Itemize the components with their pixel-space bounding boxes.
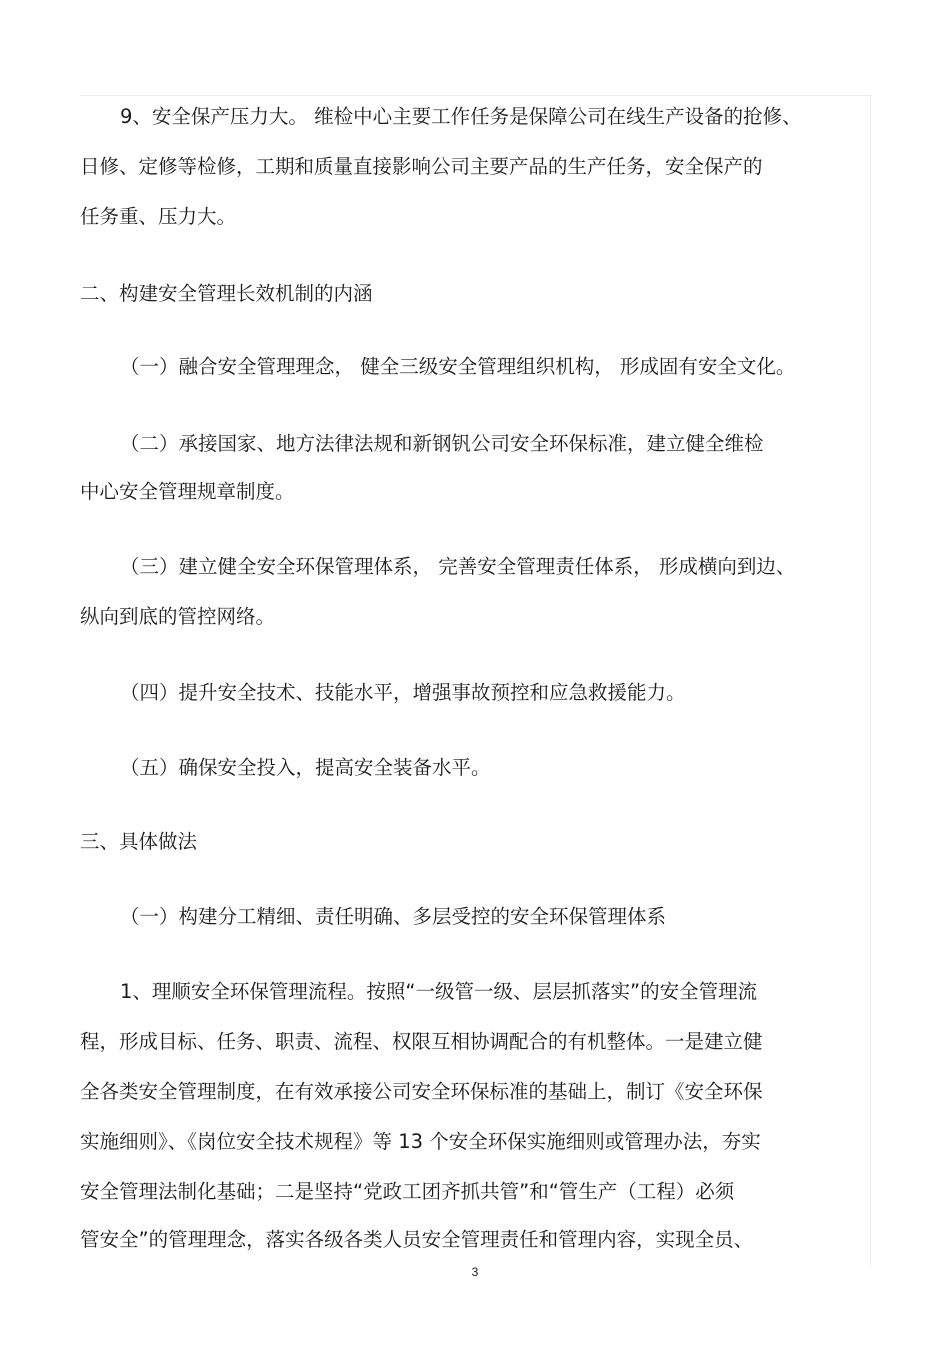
page-number: 3 [471,1265,479,1279]
text-line: 纵向到底的管控网络。 [80,605,276,628]
text-line: 中心安全管理规章制度。 [80,480,295,503]
text-line: （四）提升安全技术、技能水平，增强事故预控和应急救援能力。 [120,681,686,704]
text-line: 管安全”的管理理念，落实各级各类人员安全管理责任和管理内容，实现全员、 [80,1228,754,1251]
text-line: 日修、定修等检修，工期和质量直接影响公司主要产品的生产任务，安全保产的 [80,155,763,178]
text-line: （三）建立健全安全环保管理体系， 完善安全管理责任体系， 形成横向到边、 [120,555,796,578]
text-line: 任务重、压力大。 [80,205,237,228]
text-line: 9、安全保产压力大。 维检中心主要工作任务是保障公司在线生产设备的抢修、 [120,105,802,128]
section-heading: 三、具体做法 [80,830,198,853]
text-line: 程，形成目标、任务、职责、流程、权限互相协调配合的有机整体。一是建立健 [80,1030,763,1053]
text-line: （五）确保安全投入，提高安全装备水平。 [120,756,491,779]
text-line: 1、理顺安全环保管理流程。按照“一级管一级、层层抓落实”的安全管理流 [120,980,758,1003]
text-line: 全各类安全管理制度，在有效承接公司安全环保标准的基础上，制订《安全环保 [80,1080,763,1103]
text-line: 实施细则》、《岗位安全技术规程》等 13 个安全环保实施细则或管理办法，夯实 [80,1130,761,1153]
text-line: （一）构建分工精细、责任明确、多层受控的安全环保管理体系 [120,905,667,928]
text-line: 安全管理法制化基础；二是坚持“党政工团齐抓共管”和“管生产（工程）必须 [80,1180,735,1203]
section-heading: 二、构建安全管理长效机制的内涵 [80,282,373,305]
text-line: （一）融合安全管理理念， 健全三级安全管理组织机构， 形成固有安全文化。 [120,355,796,378]
text-line: （二）承接国家、地方法律法规和新钢钒公司安全环保标准，建立健全维检 [120,432,764,455]
